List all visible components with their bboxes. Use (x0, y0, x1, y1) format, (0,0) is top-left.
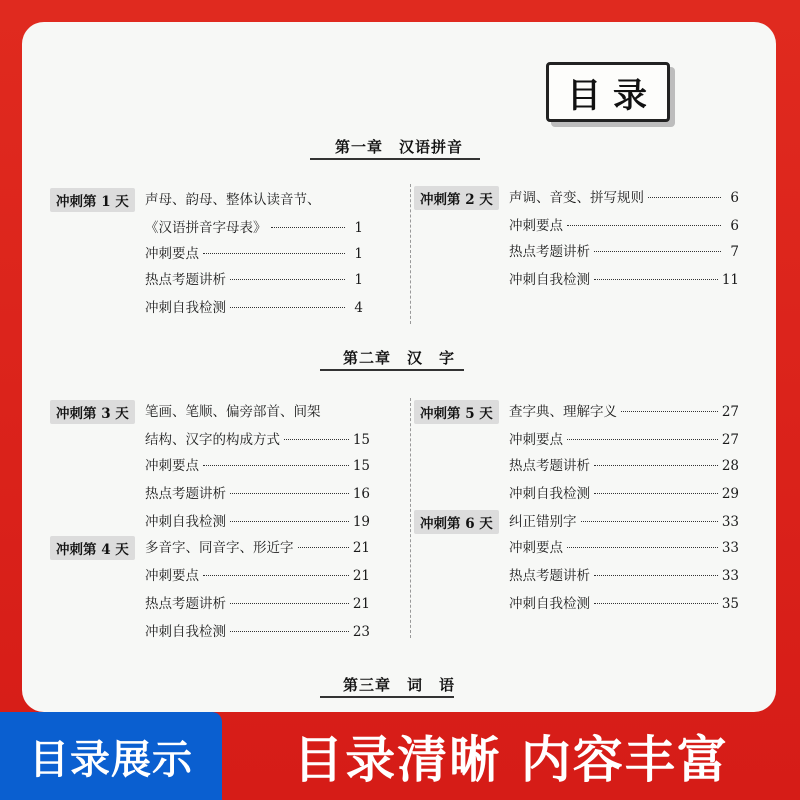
toc-entry[interactable]: 冲刺要点 15 (145, 458, 370, 474)
chapter-1-heading (22, 136, 776, 157)
chapter-3-title: 第三章 词 语 (342, 676, 455, 694)
toc-entry[interactable]: 冲刺要点 33 (509, 540, 739, 556)
toc-title-box (546, 62, 670, 122)
toc-entry[interactable]: 笔画、笔顺、偏旁部首、间架 (145, 404, 321, 420)
toc-entry[interactable]: 冲刺自我检测 29 (509, 486, 739, 502)
toc-entry[interactable]: 冲刺要点 6 (509, 218, 739, 234)
toc-title: 目录 (567, 75, 659, 116)
chapter-2-title: 第二章 汉 字 (342, 349, 455, 367)
toc-entry[interactable]: 结构、汉字的构成方式 15 (145, 432, 370, 448)
toc-entry[interactable]: 热点考题讲析 28 (509, 458, 739, 474)
chapter-2-heading (22, 347, 776, 368)
toc-entry[interactable]: 冲刺自我检测 11 (509, 272, 739, 288)
toc-entry[interactable]: 冲刺要点 27 (509, 432, 739, 448)
chapter-1-underline (310, 158, 480, 160)
toc-entry[interactable]: 《汉语拼音字母表》 1 (145, 220, 363, 236)
toc-entry[interactable]: 冲刺自我检测 19 (145, 514, 370, 530)
toc-entry[interactable]: 热点考题讲析 16 (145, 486, 370, 502)
toc-entry[interactable]: 冲刺自我检测 35 (509, 596, 739, 612)
toc-entry[interactable]: 声调、音变、拼写规则 6 (509, 190, 739, 206)
toc-entry[interactable]: 查字典、理解字义 27 (509, 404, 739, 420)
toc-entry[interactable]: 冲刺要点 21 (145, 568, 370, 584)
chapter-3-underline (320, 696, 454, 698)
banner-right-text: 目录清晰 内容丰富 (293, 731, 729, 789)
toc-page (22, 22, 776, 712)
toc-entry[interactable]: 声母、韵母、整体认读音节、 (145, 192, 321, 208)
toc-entry[interactable]: 热点考题讲析 21 (145, 596, 370, 612)
toc-entry[interactable]: 冲刺要点 1 (145, 246, 363, 262)
banner-toc-showcase (0, 712, 222, 800)
day-5-label: 冲刺第 5 天 (414, 400, 499, 424)
column-divider (410, 184, 411, 324)
chapter-2-underline (320, 369, 464, 371)
day-1-label: 冲刺第 1 天 (50, 188, 135, 212)
toc-entry[interactable]: 多音字、同音字、形近字 21 (145, 540, 370, 556)
chapter-1-title: 第一章 汉语拼音 (334, 138, 463, 156)
toc-entry[interactable]: 热点考题讲析 33 (509, 568, 739, 584)
toc-entry[interactable]: 热点考题讲析 1 (145, 272, 363, 288)
chapter-3-heading (22, 674, 776, 695)
toc-entry[interactable]: 冲刺自我检测 4 (145, 300, 363, 316)
column-divider (410, 398, 411, 638)
day-2-label: 冲刺第 2 天 (414, 186, 499, 210)
banner-slogan (222, 712, 800, 800)
toc-entry[interactable]: 热点考题讲析 7 (509, 244, 739, 260)
toc-entry[interactable]: 冲刺自我检测 23 (145, 624, 370, 640)
day-6-label: 冲刺第 6 天 (414, 510, 499, 534)
toc-entry[interactable]: 纠正错别字 33 (509, 514, 739, 530)
day-4-label: 冲刺第 4 天 (50, 536, 135, 560)
day-3-label: 冲刺第 3 天 (50, 400, 135, 424)
banner-left-text: 目录展示 (29, 736, 193, 783)
